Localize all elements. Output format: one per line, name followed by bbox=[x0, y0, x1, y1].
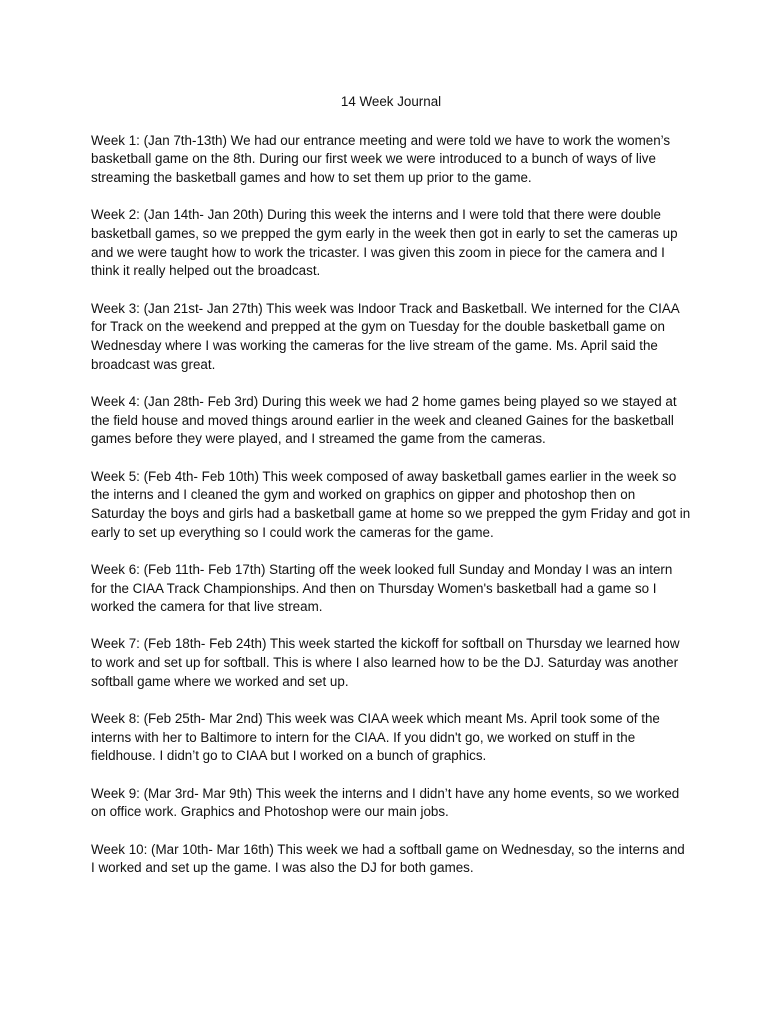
journal-entry-week-9: Week 9: (Mar 3rd- Mar 9th) This week the interns and I didn’t have any home events, so we worked on office work. Graphics and Photoshop were our main jobs. bbox=[91, 785, 680, 820]
page-title: 14 Week Journal bbox=[340, 94, 442, 109]
journal-page bbox=[91, 93, 691, 897]
journal-entry-week-1: Week 1: (Jan 7th-13th) We had our entrance meeting and were told we have to work the women’s basketball game on the 8th. During our first week we were introduced to a bunch of ways of live streaming the basketball games and how to set them up prior to the game. bbox=[91, 132, 671, 186]
journal-entry-week-4: Week 4: (Jan 28th- Feb 3rd) During this week we had 2 home games being played so we stayed at the field house and moved things around earlier in the week and cleaned Gaines for the basketball games before they were played, and I streamed the game from the cameras. bbox=[91, 393, 677, 447]
journal-entry-week-6: Week 6: (Feb 11th- Feb 17th) Starting off the week looked full Sunday and Monday I was an intern for the CIAA Track Championships. And then on Thursday Women's basketball had a game so I worked the camera for that live stream. bbox=[91, 561, 673, 615]
journal-entry-week-7: Week 7: (Feb 18th- Feb 24th) This week started the kickoff for softball on Thursday we learned how to work and set up for softball. This is where I also learned how to be the DJ. Saturday was another softball game where we worked and set up. bbox=[91, 636, 680, 689]
journal-entry-week-10: Week 10: (Mar 10th- Mar 16th) This week we had a softball game on Wednesday, so the interns and I worked and set up the game. I was also the DJ for both games. bbox=[91, 841, 685, 876]
journal-entry-week-5: Week 5: (Feb 4th- Feb 10th) This week composed of away basketball games earlier in the week so the interns and I cleaned the gym and worked on graphics on gipper and photoshop then on Saturday the boys and girls had a basketball game at home so we prepped the gym Friday and got in early to set up everything so I could work the cameras for the game. bbox=[91, 468, 691, 540]
journal-entry-week-8: Week 8: (Feb 25th- Mar 2nd) This week was CIAA week which meant Ms. April took some of the interns with her to Baltimore to intern for the CIAA. If you didn't go, we worked on stuff in the fieldhouse. I didn’t go to CIAA but I worked on a bunch of graphics. bbox=[91, 711, 660, 764]
journal-entry-week-3: Week 3: (Jan 21st- Jan 27th) This week was Indoor Track and Basketball. We interned for the CIAA for Track on the weekend and prepped at the gym on Tuesday for the double basketball game on Wednesday where I was working the cameras for the live stream of the game. Ms. April said the broadcast was great. bbox=[91, 300, 679, 372]
journal-entry-week-2: Week 2: (Jan 14th- Jan 20th) During this week the interns and I were told that there were double basketball games, so we prepped the gym early in the week then got in early to set the cameras up and we were taught how to work the tricaster. I was given this zoom in piece for the camera and I think it really helped out the broadcast. bbox=[91, 207, 678, 279]
